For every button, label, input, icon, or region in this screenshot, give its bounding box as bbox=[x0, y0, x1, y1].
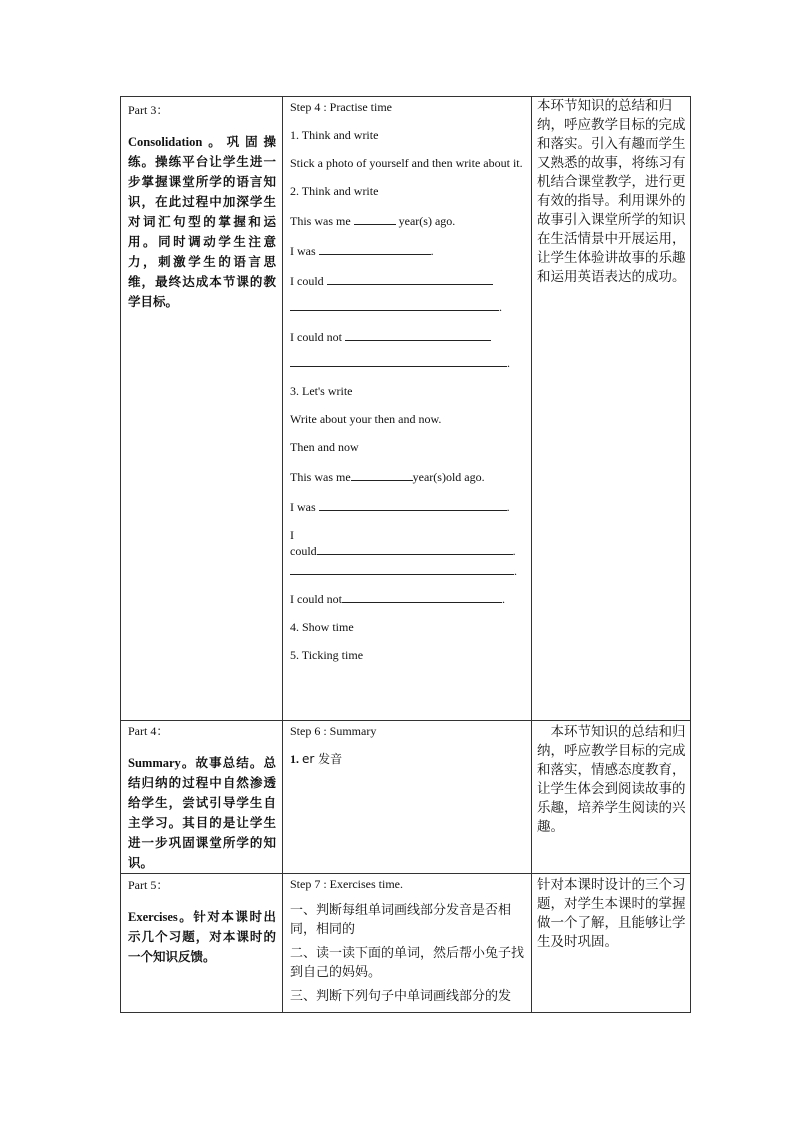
part-cell bbox=[121, 97, 283, 721]
step-title: Step 4 : Practise time bbox=[290, 100, 392, 114]
part-description bbox=[128, 753, 276, 873]
part-description bbox=[128, 907, 276, 967]
part-label: Part 4： bbox=[128, 724, 169, 738]
fill-line bbox=[290, 328, 525, 344]
fill-line bbox=[290, 562, 525, 578]
activity-line: 5. Ticking time bbox=[290, 648, 364, 662]
fill-text: This was me bbox=[290, 470, 351, 484]
fill-text: I was bbox=[290, 500, 316, 514]
intent-cell bbox=[532, 97, 691, 721]
activity-cell bbox=[283, 874, 532, 1013]
intent-cell bbox=[532, 721, 691, 874]
fill-text: I could not bbox=[290, 330, 342, 344]
exercise-item: 二、读一读下面的单词，然后帮小兔子找到自己的妈妈。 bbox=[290, 946, 525, 980]
activity-line bbox=[290, 752, 525, 766]
blank-line bbox=[327, 272, 493, 285]
exercise-item: 一、判断每组单词画线部分发音是否相同，相同的 bbox=[290, 903, 512, 937]
activity-line: 3. Let's write bbox=[290, 384, 353, 398]
fill-line bbox=[290, 242, 525, 258]
fill-line bbox=[290, 468, 525, 484]
fill-line bbox=[290, 590, 525, 606]
activity-cell bbox=[283, 721, 532, 874]
step-title: Step 6 : Summary bbox=[290, 724, 377, 738]
part-title: Exercises bbox=[128, 910, 178, 924]
blank-line bbox=[319, 242, 431, 255]
fill-text: . bbox=[512, 544, 516, 558]
lesson-plan-table bbox=[120, 96, 691, 1013]
activity-line: 1. Think and write bbox=[290, 128, 379, 142]
activity-line: Stick a photo of yourself and then write about it. bbox=[290, 156, 523, 170]
part-description bbox=[128, 132, 276, 312]
fill-text: . bbox=[430, 244, 434, 258]
intent-cell bbox=[532, 874, 691, 1013]
part-desc-text: 。故事总结。总结归纳的过程中自然渗透给学生，尝试引导学生自主学习。其目的是让学生进一步巩固课堂所学的知识。 bbox=[128, 755, 276, 870]
activity-cell bbox=[283, 97, 532, 721]
blank-line bbox=[290, 354, 507, 367]
fill-text: . bbox=[499, 300, 502, 314]
blank-line bbox=[290, 562, 514, 575]
part-cell bbox=[121, 874, 283, 1013]
table-row bbox=[121, 97, 691, 721]
part-title: Consolidation bbox=[128, 135, 203, 149]
fill-line bbox=[290, 528, 525, 558]
activity-line: 4. Show time bbox=[290, 620, 354, 634]
table-row bbox=[121, 721, 691, 874]
design-intent-text: 本环节知识的总结和归纳，呼应教学目标的完成和落实。引入有趣而学生又熟悉的故事，将练习有机结合课堂教学，进行更有效的指导。利用课外的故事引入课堂所学的知识在生活情景中开展运用，让学生体验讲故事的乐趣和运用英语表达的成功。 bbox=[537, 98, 686, 285]
fill-text: . bbox=[506, 500, 510, 514]
blank-line bbox=[345, 328, 491, 341]
fill-text: . bbox=[502, 592, 505, 606]
blank-line bbox=[351, 468, 413, 481]
step-title: Step 7 : Exercises time. bbox=[290, 877, 403, 891]
part-title: Summary bbox=[128, 756, 181, 770]
blank-line bbox=[354, 212, 396, 225]
part-label: Part 5： bbox=[128, 878, 169, 892]
fill-text: I bbox=[290, 528, 294, 542]
part-desc-text: 。针对本课时出示几个习题，对本课时的一个知识反馈。 bbox=[128, 909, 276, 964]
fill-text: This was me bbox=[290, 214, 351, 228]
fill-text: year(s)old ago. bbox=[412, 470, 485, 484]
design-intent-text: 针对本课时设计的三个习题，对学生本课时的掌握做一个了解，且能够让学生及时巩固。 bbox=[537, 877, 686, 950]
activity-line: Then and now bbox=[290, 440, 359, 454]
fill-line bbox=[290, 212, 525, 228]
fill-line bbox=[290, 498, 525, 514]
part-desc-text: 。巩固操练。操练平台让学生进一步掌握课堂所学的语言知识，在此过程中加深学生对词汇句型的掌握和运用。同时调动学生注意力，刺激学生的语言思维，最终达成本节课的教学目标。 bbox=[128, 134, 276, 309]
part-label: Part 3： bbox=[128, 103, 169, 117]
activity-line: 2. Think and write bbox=[290, 184, 379, 198]
design-intent-text: 本环节知识的总结和归纳，呼应教学目标的完成和落实，情感态度教育，让学生体会到阅读故事的乐趣，培养学生阅读的兴趣。 bbox=[537, 724, 686, 835]
fill-text: . bbox=[507, 356, 510, 370]
blank-line bbox=[319, 498, 507, 511]
exercise-item: 三、判断下列句子中单词画线部分的发 bbox=[290, 989, 512, 1004]
fill-text: . bbox=[514, 564, 517, 578]
fill-text: I was bbox=[290, 244, 316, 258]
fill-text: I could not bbox=[290, 592, 342, 606]
fill-text: could bbox=[290, 544, 317, 558]
table-row bbox=[121, 874, 691, 1013]
fill-line bbox=[290, 354, 525, 370]
fill-text: year(s) ago. bbox=[398, 214, 456, 228]
part-cell bbox=[121, 721, 283, 874]
fill-line bbox=[290, 272, 525, 288]
blank-line bbox=[290, 298, 499, 311]
item-number: 1. bbox=[290, 752, 299, 766]
item-text: er 发音 bbox=[302, 752, 343, 766]
blank-line bbox=[317, 542, 513, 555]
blank-line bbox=[342, 590, 502, 603]
activity-line: Write about your then and now. bbox=[290, 412, 442, 426]
fill-line bbox=[290, 298, 525, 314]
fill-text: I could bbox=[290, 274, 324, 288]
